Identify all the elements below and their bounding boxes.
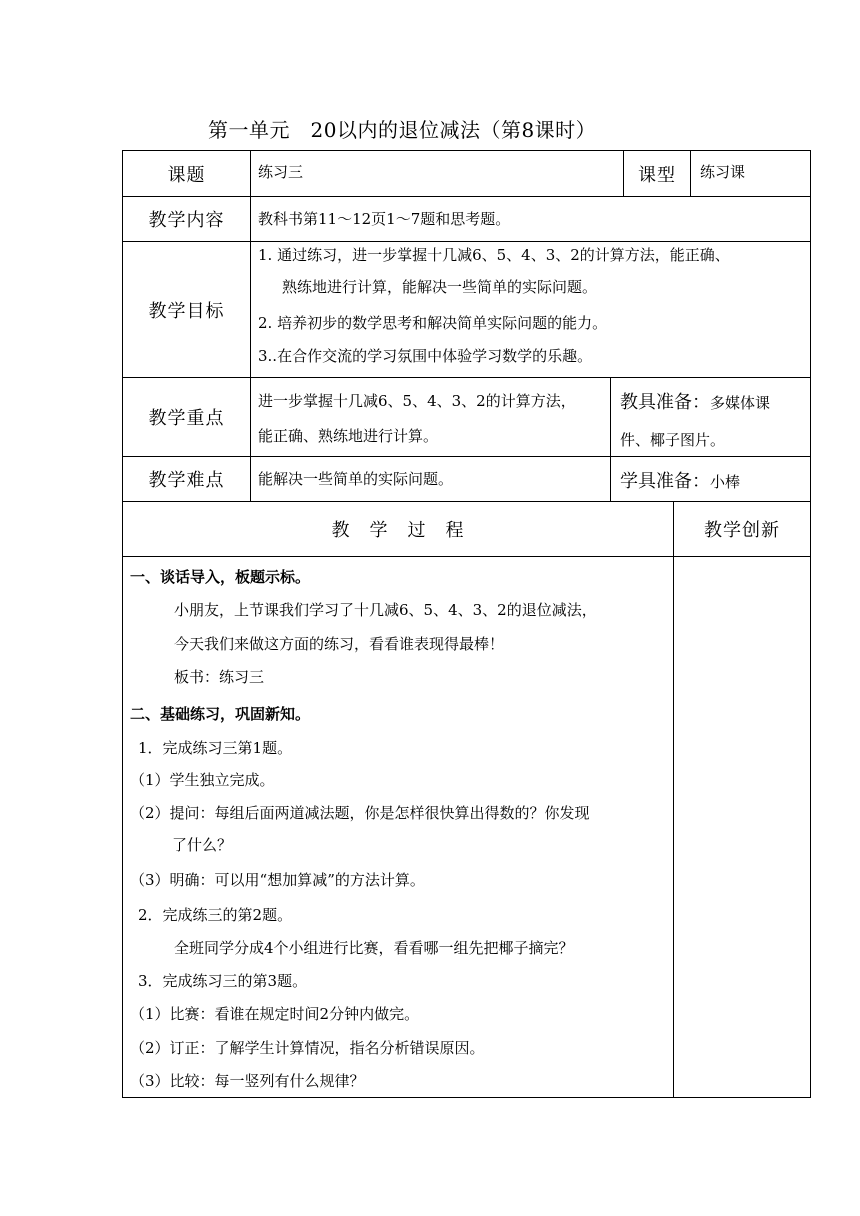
content-value: 教科书第11～12页1～7题和思考题。 [258,210,511,228]
process-line: 2．完成练三的第2题。 [138,906,293,924]
process-line: 1．完成练习三第1题。 [138,739,293,757]
process-line: 全班同学分成4个小组进行比赛，看看哪一组先把椰子摘完？ [174,939,574,957]
student-tools-value: 小棒 [710,473,741,491]
process-line: 3．完成练习三的第3题。 [138,972,308,990]
goal-line-3: 2. 培养初步的数学思考和解决简单实际问题的能力。 [258,314,608,332]
teaching-tools-value-1: 多媒体课 [710,394,771,412]
process-line: （3）比较：每一竖列有什么规律？ [130,1072,365,1090]
teaching-tools-value-2: 件、椰子图片。 [620,431,726,449]
process-line: 了什么？ [172,836,233,854]
topic-label: 课题 [167,164,206,186]
process-line: （1）学生独立完成。 [130,771,275,789]
key-point-line-1: 进一步掌握十几减6、5、4、3、2的计算方法， [258,392,576,410]
student-tools-label: 学具准备： [620,471,710,492]
process-line: 板书：练习三 [174,668,265,686]
key-point-line-2: 能正确、熟练地进行计算。 [258,427,439,445]
teaching-tools-label: 教具准备： [620,392,710,413]
goal-line-2: 熟练地进行计算，能解决一些简单的实际问题。 [282,278,598,296]
goals-label: 教学目标 [148,300,225,322]
type-label: 课型 [638,164,676,186]
difficulty-label: 教学难点 [148,470,225,491]
process-header: 教 学 过 程 [331,520,465,541]
key-point-label: 教学重点 [148,408,225,429]
content-label: 教学内容 [148,210,225,231]
goal-line-4: 3..在合作交流的学习氛围中体验学习数学的乐趣。 [258,347,593,365]
difficulty-value: 能解决一些简单的实际问题。 [258,470,454,488]
process-line: （1）比赛：看谁在规定时间2分钟内做完。 [130,1005,420,1023]
section-1-heading: 一、谈话导入，板题示标。 [130,568,311,586]
process-line: （2）订正：了解学生计算情况，指名分析错误原因。 [130,1039,485,1057]
page-title: 第一单元 20以内的退位减法（第8课时） [208,118,597,142]
section-2-heading: 二、基础练习，巩固新知。 [130,705,311,723]
process-line: （2）提问：每组后面两道减法题，你是怎样很快算出得数的？你发现 [130,804,590,822]
type-value: 练习课 [700,163,746,181]
goal-line-1: 1. 通过练习，进一步掌握十几减6、5、4、3、2的计算方法，能正确、 [258,246,730,264]
topic-value: 练习三 [258,163,304,181]
process-line: 今天我们来做这方面的练习，看看谁表现得最棒！ [174,635,505,653]
process-line: 小朋友，上节课我们学习了十几减6、5、4、3、2的退位减法， [174,601,597,619]
process-line: （3）明确：可以用“想加算减”的方法计算。 [130,871,425,889]
innovation-header: 教学创新 [704,520,780,541]
